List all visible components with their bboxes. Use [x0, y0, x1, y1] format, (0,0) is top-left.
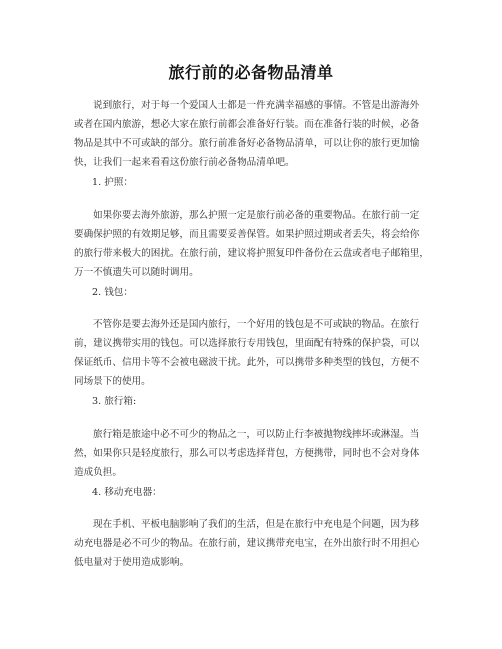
paragraph-line: 的旅行带来极大的困扰。在旅行前，建议将护照复印件备份在云盘或者电子邮箱里， [74, 248, 429, 259]
paragraph-line: 现在手机、平板电脑影响了我们的生活，但是在旅行中充电是个问题，因为移 [93, 519, 420, 530]
paragraph-line: 如果你要去海外旅游，那么护照一定是旅行前必备的重要物品。在旅行前一定 [93, 210, 420, 221]
section-body-passport [74, 206, 434, 282]
section-heading-passport: 1. 护照： [92, 177, 133, 188]
section-heading-suitcase: 3. 旅行箱: [92, 396, 137, 407]
paragraph-line: 造成负担。 [74, 467, 122, 478]
paragraph-line: 说到旅行，对于每一个爱国人士都是一件充满幸福感的事情。不管是出游海外 [93, 100, 420, 111]
section-heading-power-bank: 4. 移动充电器： [92, 487, 162, 498]
paragraph-line: 同场景下的使用。 [74, 376, 151, 387]
paragraph-line: 或者在国内旅游，想必大家在旅行前都会准备好行装。而在准备行装的时候，必备 [74, 119, 420, 130]
section-body-wallet [74, 315, 434, 391]
section-body-suitcase [74, 425, 434, 482]
intro-paragraph [74, 96, 434, 172]
paragraph-line: 然，如果你只是轻度旅行，那么可以考虑选择背包，方便携带，同时也不会对身体 [74, 448, 420, 459]
paragraph-line: 旅行箱是旅途中必不可少的物品之一，可以防止行李被抛物线摔坏或淋湿。当 [93, 429, 420, 440]
paragraph-line: 前，建议携带实用的钱包。可以选择旅行专用钱包，里面配有特殊的保护袋，可以 [74, 338, 420, 349]
document-title: 旅行前的必备物品清单 [168, 63, 334, 82]
paragraph-line: 要确保护照的有效期足够，而且需要妥善保管。如果护照过期或者丢失，将会给你 [74, 229, 420, 240]
section-heading-wallet: 2. 钱包： [92, 287, 133, 298]
paragraph-line: 万一不慎遗失可以随时调用。 [74, 267, 199, 278]
paragraph-line: 物品是其中不可或缺的部分。旅行前准备好必备物品清单，可以让你的旅行更加愉 [74, 138, 420, 149]
paragraph-line: 低电量对于使用造成影响。 [74, 557, 190, 568]
paragraph-line: 不管你是要去海外还是国内旅行，一个好用的钱包是不可或缺的物品。在旅行 [93, 319, 420, 330]
paragraph-line: 保证纸币、信用卡等不会被电磁波干扰。此外，可以携带多种类型的钱包，方便不 [74, 357, 420, 368]
paragraph-line: 快，让我们一起来看看这份旅行前必备物品清单吧。 [74, 157, 295, 168]
paragraph-line: 动充电器是必不可少的物品。在旅行前，建议携带充电宝，在外出旅行时不用担心 [74, 538, 420, 549]
section-body-power-bank [74, 515, 434, 572]
